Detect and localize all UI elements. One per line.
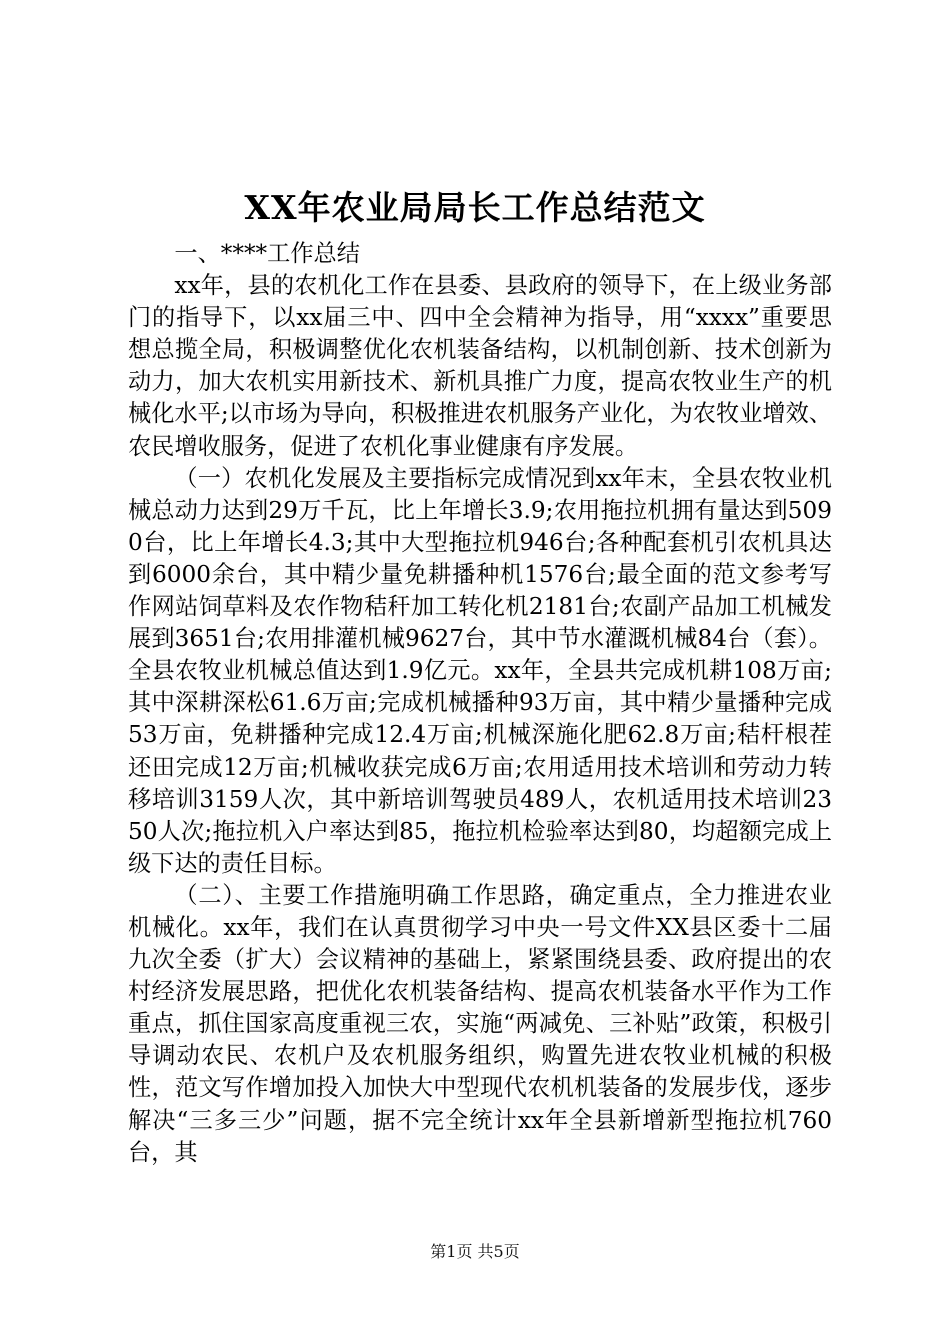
page-number: 第1页 共5页: [430, 1242, 520, 1261]
paragraph-indicators: （一）农机化发展及主要指标完成情况到xx年末，全县农牧业机械总动力达到29万千瓦，比上年增长3.9;农用拖拉机拥有量达到5090台，比上年增长4.3;其中大型拖拉机946台;各种配套机引农机具达到6000余台，其中精少量免耕播种机1576台;最全面的范文参考写作网站饲草料及农作物秸秆加工转化机2181台;农副产品加工机械发展到3651台;农用排灌机械9627台，其中节水灌溉机械84台（套）。全县农牧业机械总值达到1.9亿元。xx年，全县共完成机耕108万亩;其中深耕深松61.6万亩;完成机械播种93万亩，其中精少量播种完成53万亩，免耕播种完成12.4万亩;机械深施化肥62.8万亩;秸杆根茬还田完成12万亩;机械收获完成6万亩;农用适用技术培训和劳动力转移培训3159人次，其中新培训驾驶员489人，农机适用技术培训2350人次;拖拉机入户率达到85，拖拉机检验率达到80，均超额完成上级下达的责任目标。: [128, 464, 832, 877]
document-title: XX年农业局局长工作总结范文: [244, 188, 706, 227]
section-heading: 一、****工作总结: [174, 240, 360, 267]
document-body: [128, 238, 832, 1169]
paragraph-measures: （二）、主要工作措施明确工作思路，确定重点，全力推进农业机械化。xx年，我们在认真贯彻学习中央一号文件XX县区委十二届九次全委（扩大）会议精神的基础上，紧紧围绕县委、政府提出的农村经济发展思路，把优化农机装备结构、提高农机装备水平作为工作重点，抓住国家高度重视三农，实施“两减免、三补贴”政策，积极引导调动农民、农机户及农机服务组织，购置先进农牧业机械的积极性，范文写作增加投入加快大中型现代农机机装备的发展步伐，逐步解决“三多三少”问题，据不完全统计xx年全县新增新型拖拉机760台，其: [128, 881, 832, 1166]
paragraph-intro: xx年，县的农机化工作在县委、县政府的领导下，在上级业务部门的指导下，以xx届三中、四中全会精神为指导，用“xxxx”重要思想总揽全局，积极调整优化农机装备结构，以机制创新、技术创新为动力，加大农机实用新技术、新机具推广力度，提高农牧业生产的机械化水平;以市场为导向，积极推进农机服务产业化，为农牧业增效、农民增收服务，促进了农机化事业健康有序发展。: [128, 272, 832, 460]
